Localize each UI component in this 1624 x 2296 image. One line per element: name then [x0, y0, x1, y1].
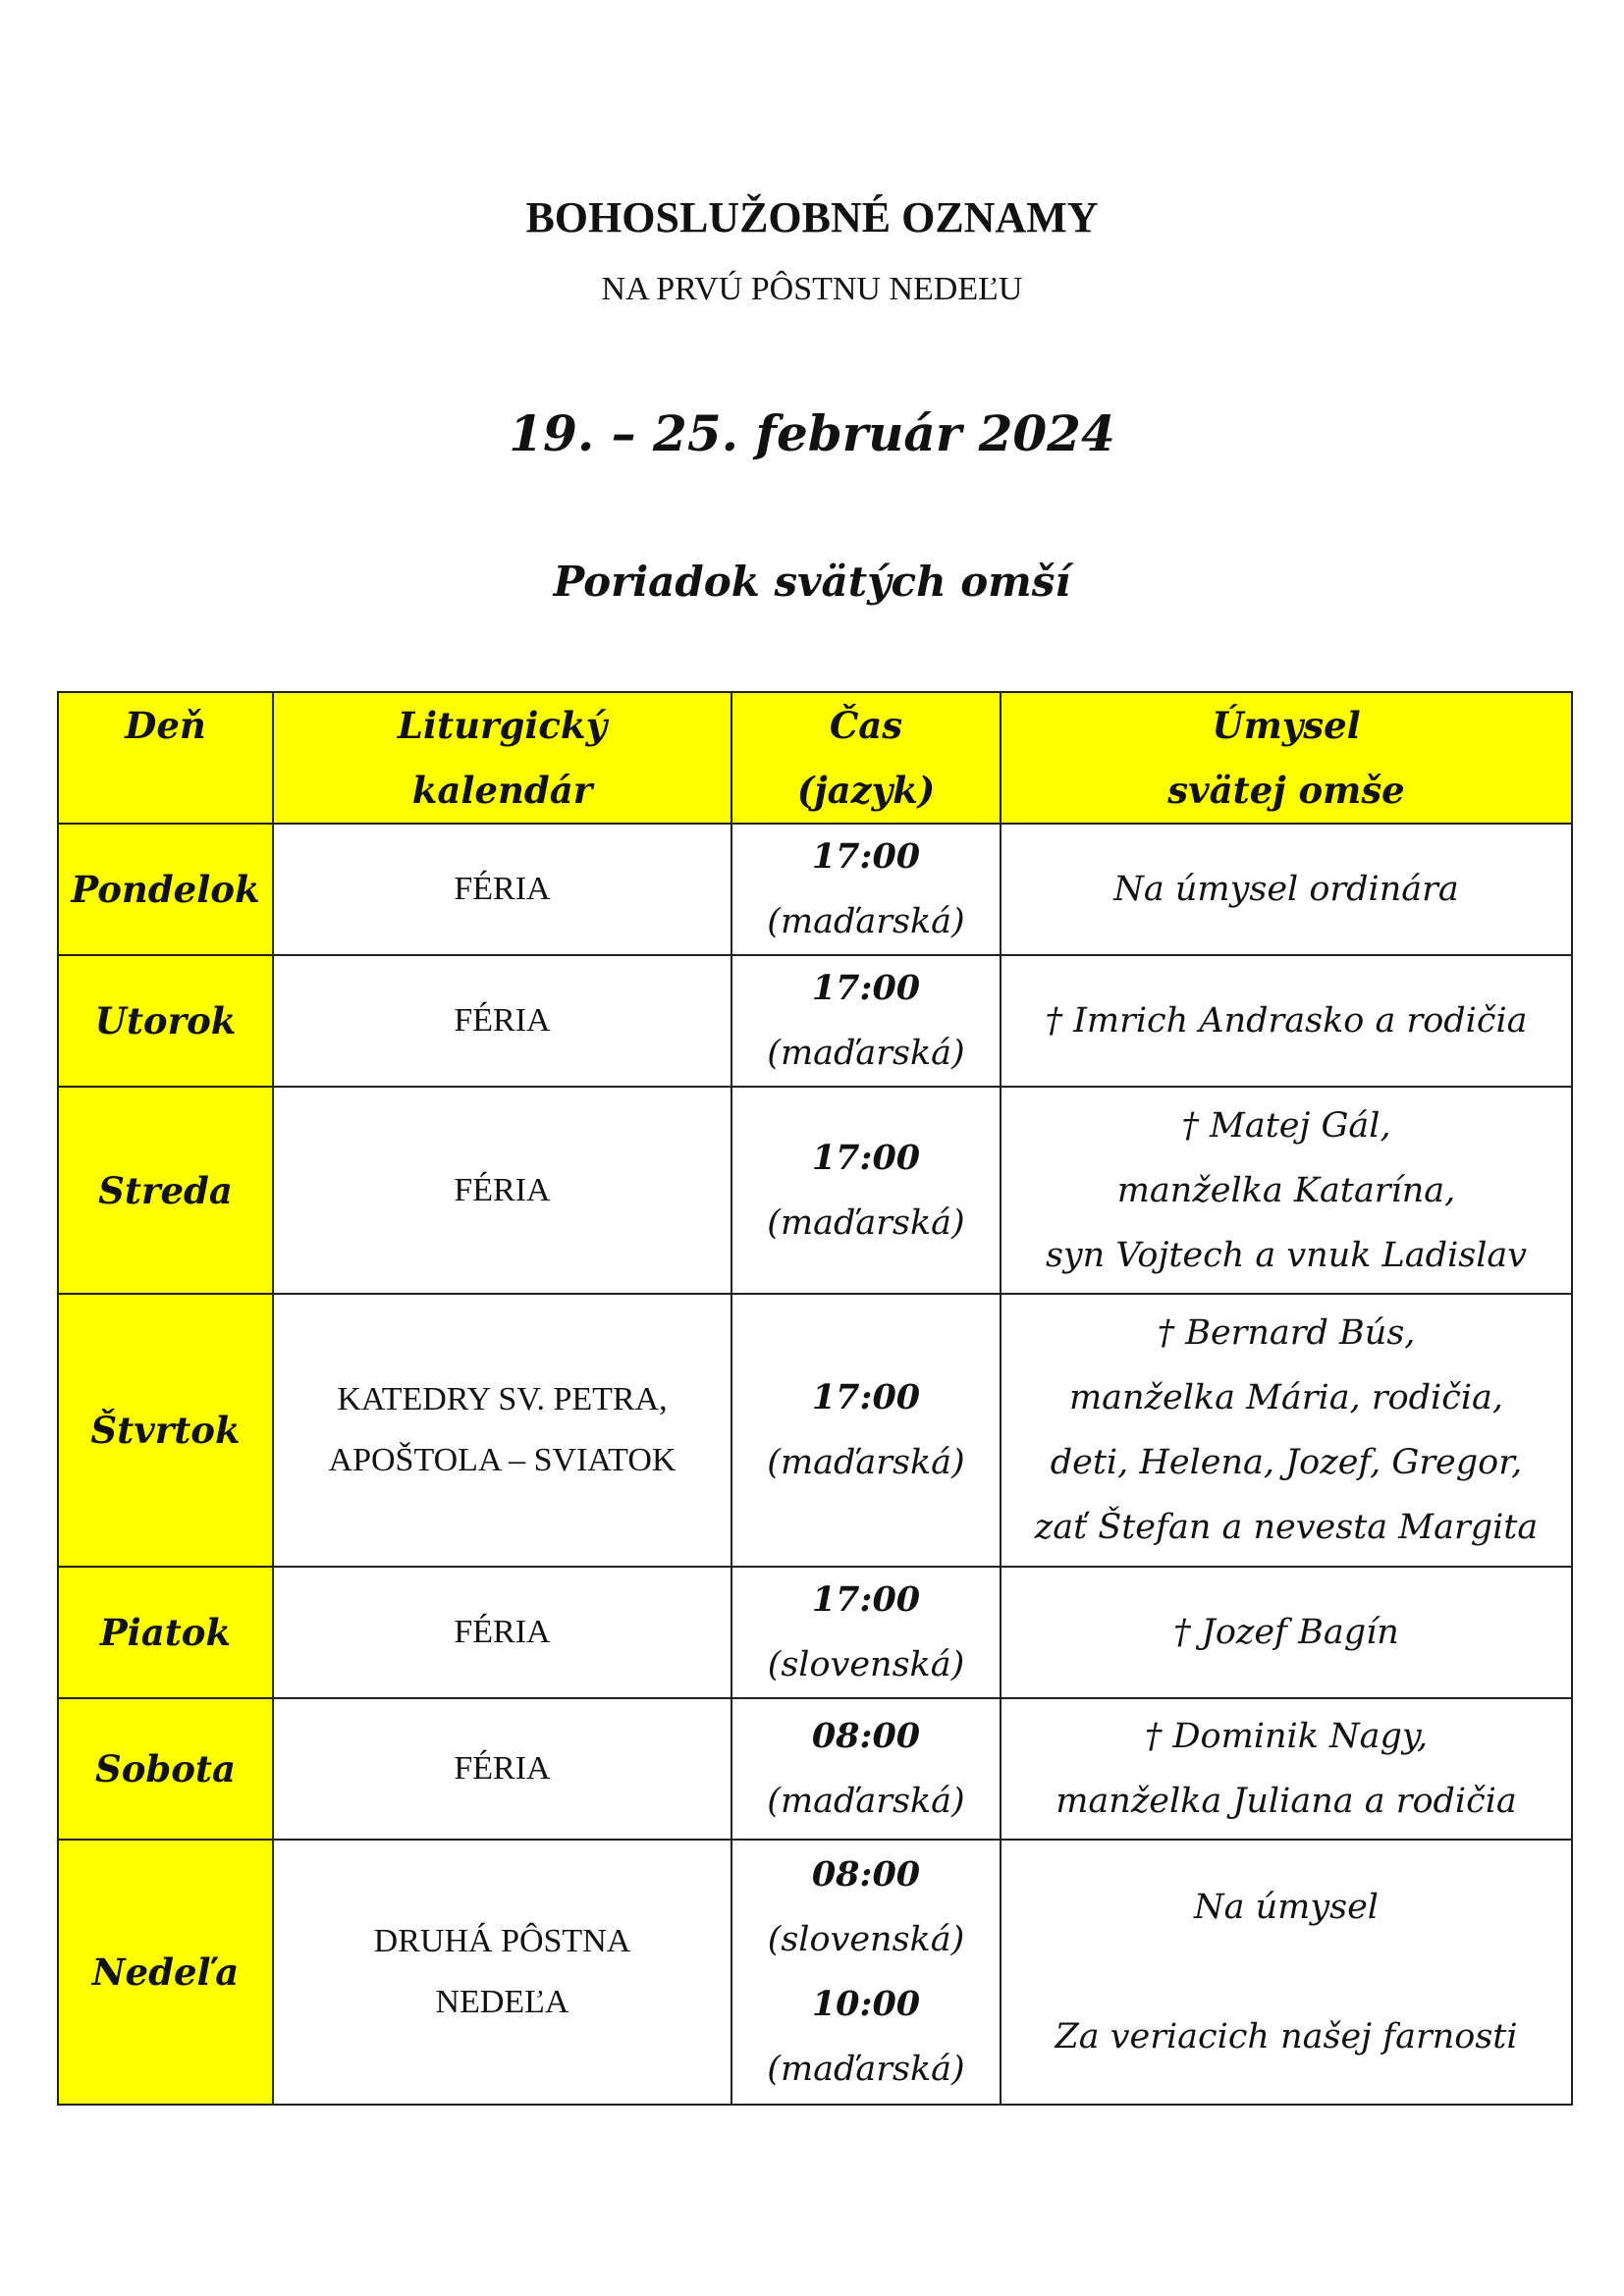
liturgy-line: FÉRIA [454, 1171, 551, 1208]
liturgy-cell [273, 1698, 731, 1840]
day-cell: Nedeľa [58, 1840, 273, 2105]
liturgy-cell [273, 955, 731, 1087]
header-day [58, 692, 273, 824]
time-cell [731, 1840, 1001, 2105]
intention-line: Za veriacich našej farnosti [1055, 2017, 1518, 2056]
intention-cell [1001, 1840, 1572, 2105]
liturgy-cell [273, 824, 731, 955]
date-range: 19. – 25. február 2024 [509, 404, 1115, 462]
mass-language: (maďarská) [767, 1782, 965, 1821]
liturgy-cell [273, 1840, 731, 2105]
mass-language: (maďarská) [767, 902, 965, 941]
liturgy-cell [273, 1087, 731, 1294]
header-line: Deň [125, 704, 206, 747]
time-cell [731, 1087, 1001, 1294]
day-cell: Utorok [58, 955, 273, 1087]
intention-line: zať Štefan a nevesta Margita [1034, 1508, 1539, 1547]
header-liturgy [273, 692, 731, 824]
day-cell: Štvrtok [58, 1294, 273, 1567]
header-line: svätej omše [1167, 769, 1405, 812]
time-cell [731, 1567, 1001, 1698]
mass-language: (maďarská) [767, 1034, 965, 1073]
time-cell [731, 824, 1001, 955]
liturgy-line: DRUHÁ PÔSTNA [373, 1923, 631, 1959]
intention-line: † Bernard Bús, [1157, 1313, 1416, 1353]
mass-language: (slovenská) [767, 1920, 965, 1959]
liturgy-line: FÉRIA [454, 1750, 551, 1787]
liturgy-line: KATEDRY SV. PETRA, [337, 1381, 668, 1417]
liturgy-line: FÉRIA [454, 1002, 551, 1039]
mass-language: (maďarská) [767, 1443, 965, 1482]
mass-language: (slovenská) [767, 1645, 965, 1684]
intention-cell [1001, 955, 1572, 1087]
intention-cell [1001, 1698, 1572, 1840]
mass-time: 17:00 [811, 1137, 921, 1178]
mass-language: (maďarská) [767, 1202, 965, 1243]
intention-line: † Matej Gál, [1181, 1105, 1391, 1146]
time-cell [731, 1698, 1001, 1840]
day-cell: Sobota [58, 1698, 273, 1840]
liturgy-line: NEDEĽA [435, 1984, 569, 2020]
mass-time: 17:00 [811, 968, 921, 1008]
liturgy-line: FÉRIA [454, 1614, 551, 1650]
liturgy-line: APOŠTOLA – SVIATOK [328, 1442, 677, 1478]
header-line: (jazyk) [796, 769, 936, 812]
table-header-row [58, 692, 1572, 824]
header-line: Úmysel [1212, 704, 1361, 747]
table-row [58, 1087, 1572, 1294]
intention-line: † Dominik Nagy, [1144, 1717, 1429, 1756]
header-line: Čas [829, 704, 903, 747]
intention-cell [1001, 1567, 1572, 1698]
liturgy-line: FÉRIA [454, 871, 551, 907]
time-cell [731, 955, 1001, 1087]
mass-language: (maďarská) [767, 2050, 965, 2089]
header-line: Liturgický [397, 704, 608, 747]
day-cell: Pondelok [58, 824, 273, 955]
header-time [731, 692, 1001, 824]
table-row [58, 1840, 1572, 2105]
section-heading: Poriadok svätých omší [553, 558, 1071, 606]
mass-time: 08:00 [811, 1854, 921, 1895]
intention-line: Na úmysel [1194, 1888, 1379, 1927]
mass-time: 17:00 [811, 1579, 921, 1620]
header-intention [1001, 692, 1572, 824]
intention-cell [1001, 1294, 1572, 1567]
intention-line: manželka Juliana a rodičia [1056, 1782, 1517, 1821]
document-title: BOHOSLUŽOBNÉ OZNAMY [525, 193, 1099, 241]
liturgy-cell [273, 1294, 731, 1567]
time-cell [731, 1294, 1001, 1567]
mass-time: 08:00 [811, 1716, 921, 1756]
intention-line: syn Vojtech a vnuk Ladislav [1045, 1235, 1528, 1275]
table-row [58, 1567, 1572, 1698]
header-line: kalendár [411, 769, 593, 812]
liturgy-cell [273, 1567, 731, 1698]
intention-line: deti, Helena, Jozef, Gregor, [1050, 1443, 1523, 1482]
table-row [58, 824, 1572, 955]
table-row [58, 1698, 1572, 1840]
day-cell: Streda [58, 1087, 273, 1294]
intention-line: manželka Mária, rodičia, [1068, 1378, 1504, 1417]
intention-line: Na úmysel ordinára [1113, 870, 1459, 909]
mass-time: 17:00 [811, 836, 921, 877]
document-subtitle: NA PRVÚ PÔSTNU NEDEĽU [601, 271, 1023, 307]
mass-time: 10:00 [811, 1984, 921, 2024]
table-row [58, 955, 1572, 1087]
intention-line: † Jozef Bagín [1173, 1613, 1399, 1652]
mass-time: 17:00 [811, 1377, 921, 1417]
intention-line: manželka Katarína, [1116, 1170, 1456, 1210]
day-cell: Piatok [58, 1567, 273, 1698]
mass-schedule-table [57, 691, 1573, 2106]
intention-cell [1001, 824, 1572, 955]
intention-line: † Imrich Andrasko a rodičia [1045, 1001, 1528, 1041]
table-row [58, 1294, 1572, 1567]
intention-spacer [1007, 1940, 1565, 2004]
intention-cell [1001, 1087, 1572, 1294]
